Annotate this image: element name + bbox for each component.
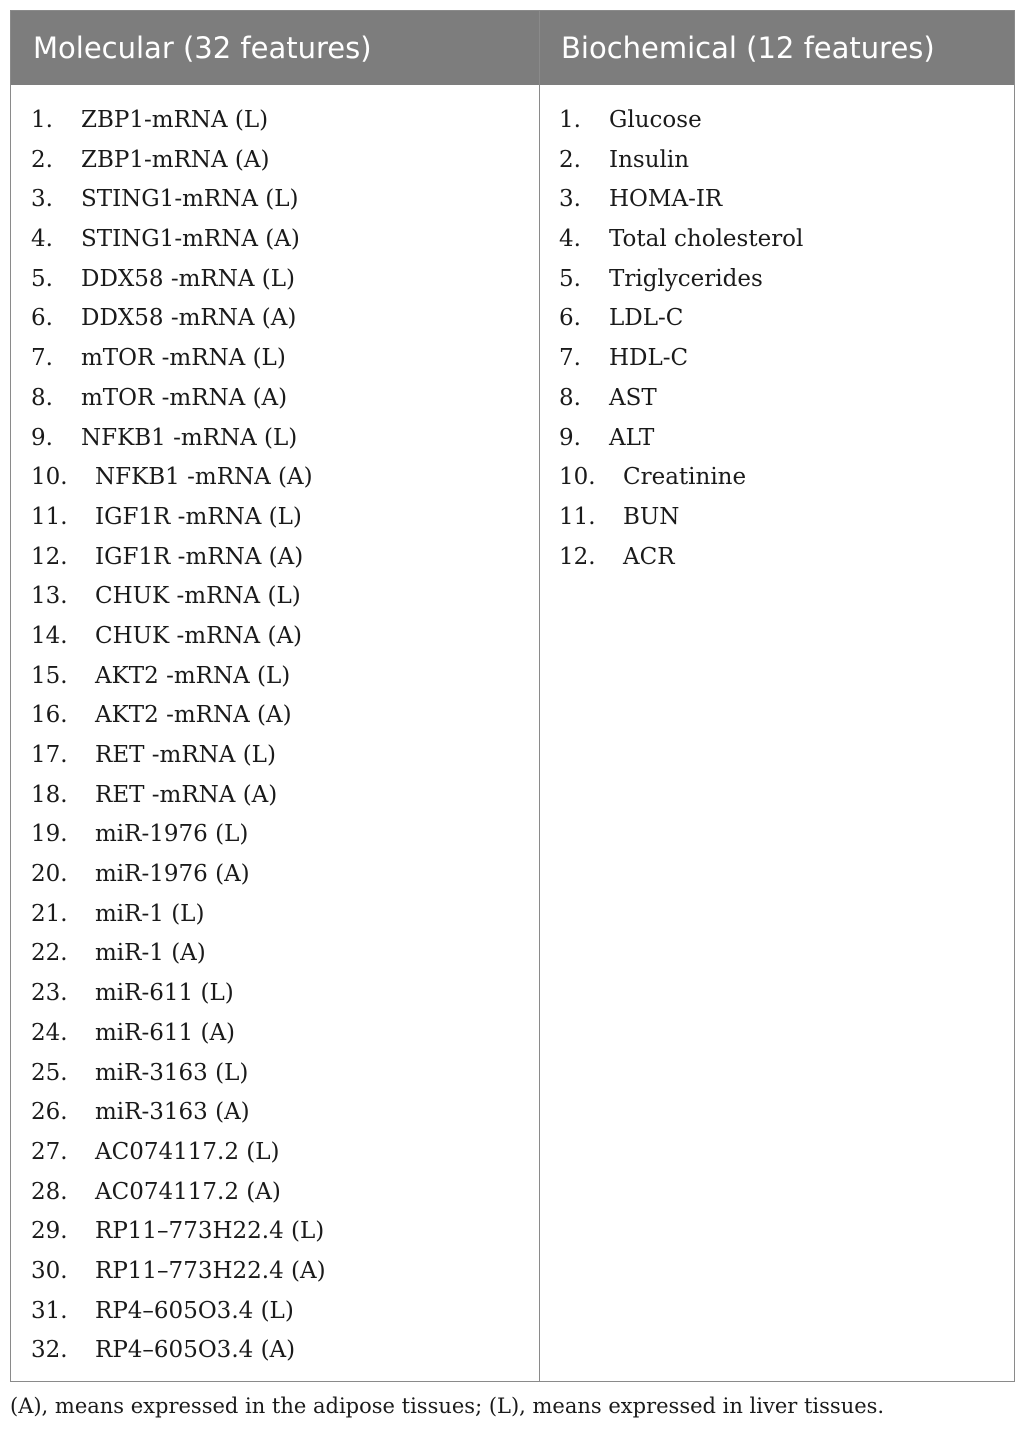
list-item-number: 12.	[559, 543, 596, 570]
list-item-number: 27.	[31, 1138, 68, 1165]
molecular-feature-item	[31, 379, 326, 419]
list-item-number: 28.	[31, 1178, 68, 1205]
molecular-feature-item	[31, 180, 326, 220]
list-item-label: ZBP1-mRNA (L)	[81, 107, 269, 133]
list-item-number: 3.	[31, 186, 53, 213]
biochemical-feature-item	[559, 180, 803, 220]
molecular-feature-item	[31, 577, 326, 617]
list-item-label: NFKB1 -mRNA (L)	[81, 424, 298, 451]
list-item-number: 18.	[31, 781, 68, 808]
list-item-number: 6.	[559, 305, 581, 332]
biochemical-feature-item	[559, 419, 803, 459]
molecular-feature-item	[31, 736, 326, 776]
molecular-feature-item	[31, 299, 326, 339]
list-item-number: 8.	[31, 384, 53, 411]
list-item-label: mTOR -mRNA (L)	[81, 345, 286, 372]
list-item-label: CHUK -mRNA (L)	[95, 583, 301, 610]
molecular-feature-item	[31, 339, 326, 379]
molecular-feature-item	[31, 934, 326, 974]
biochemical-feature-item	[559, 220, 803, 260]
list-item-number: 4.	[559, 226, 581, 253]
list-item-number: 8.	[559, 384, 581, 411]
molecular-feature-item	[31, 458, 326, 498]
list-item-number: 2.	[31, 146, 53, 173]
list-item-label: LDL-C	[609, 305, 684, 332]
biochemical-feature-list	[559, 101, 803, 577]
molecular-feature-item	[31, 1292, 326, 1332]
molecular-feature-item	[31, 1212, 326, 1252]
header-biochemical: Biochemical (12 features)	[561, 31, 935, 65]
molecular-feature-item	[31, 815, 326, 855]
list-item-label: miR-1 (L)	[95, 900, 205, 927]
list-item-number: 16.	[31, 702, 68, 729]
list-item-number: 25.	[31, 1059, 68, 1086]
biochemical-feature-item	[559, 101, 803, 141]
list-item-number: 13.	[31, 583, 68, 610]
list-item-number: 11.	[559, 503, 596, 530]
molecular-feature-item	[31, 776, 326, 816]
list-item-label: miR-611 (A)	[95, 1019, 236, 1046]
biochemical-feature-item	[559, 299, 803, 339]
table-footnote: (A), means expressed in the adipose tissues; (L), means expressed in liver tissues.	[10, 1394, 885, 1418]
list-item-number: 10.	[559, 464, 596, 491]
list-item-number: 26.	[31, 1099, 68, 1126]
list-item-number: 9.	[31, 424, 53, 451]
list-item-label: HOMA-IR	[609, 186, 723, 213]
list-item-number: 23.	[31, 980, 68, 1007]
list-item-number: 12.	[31, 543, 68, 570]
list-item-number: 20.	[31, 861, 68, 888]
list-item-label: HDL-C	[609, 345, 689, 372]
molecular-feature-item	[31, 538, 326, 578]
molecular-feature-item	[31, 696, 326, 736]
molecular-feature-item	[31, 101, 326, 141]
list-item-label: AKT2 -mRNA (A)	[95, 702, 292, 729]
list-item-number: 22.	[31, 940, 68, 967]
list-item-label: AC074117.2 (L)	[95, 1138, 280, 1165]
list-item-label: ACR	[623, 543, 675, 570]
list-item-label: miR-3163 (A)	[95, 1099, 250, 1126]
list-item-number: 5.	[31, 265, 53, 292]
biochemical-feature-item	[559, 458, 803, 498]
list-item-label: RP4–605O3.4 (L)	[95, 1297, 294, 1324]
molecular-feature-item	[31, 974, 326, 1014]
molecular-feature-item	[31, 1093, 326, 1133]
list-item-label: DDX58 -mRNA (L)	[81, 265, 295, 292]
list-item-number: 5.	[559, 265, 581, 292]
molecular-feature-item	[31, 617, 326, 657]
molecular-feature-item	[31, 1054, 326, 1094]
molecular-feature-item	[31, 1014, 326, 1054]
molecular-feature-item	[31, 419, 326, 459]
column-divider	[539, 11, 540, 1381]
molecular-feature-item	[31, 141, 326, 181]
table-header	[11, 11, 1014, 85]
list-item-label: AKT2 -mRNA (L)	[95, 662, 291, 689]
list-item-number: 24.	[31, 1019, 68, 1046]
header-molecular: Molecular (32 features)	[33, 31, 372, 65]
molecular-feature-item	[31, 895, 326, 935]
molecular-feature-item	[31, 855, 326, 895]
list-item-label: RET -mRNA (L)	[95, 742, 276, 768]
list-item-label: AST	[609, 384, 657, 411]
biochemical-feature-item	[559, 538, 803, 578]
list-item-number: 9.	[559, 424, 581, 451]
list-item-number: 17.	[31, 742, 68, 768]
list-item-label: miR-1976 (L)	[95, 821, 249, 848]
list-item-number: 1.	[559, 107, 581, 133]
list-item-number: 21.	[31, 900, 68, 927]
list-item-label: Insulin	[609, 146, 690, 173]
biochemical-feature-item	[559, 339, 803, 379]
list-item-number: 11.	[31, 503, 68, 530]
list-item-label: AC074117.2 (A)	[95, 1178, 281, 1205]
list-item-number: 14.	[31, 622, 68, 649]
list-item-number: 1.	[31, 107, 53, 133]
list-item-label: NFKB1 -mRNA (A)	[95, 464, 313, 491]
list-item-label: STING1-mRNA (A)	[81, 226, 300, 253]
list-item-label: STING1-mRNA (L)	[81, 186, 299, 213]
molecular-feature-item	[31, 657, 326, 697]
list-item-label: Glucose	[609, 107, 702, 133]
list-item-number: 15.	[31, 662, 68, 689]
list-item-number: 32.	[31, 1337, 68, 1364]
list-item-number: 7.	[559, 345, 581, 372]
list-item-number: 29.	[31, 1218, 68, 1245]
list-item-label: miR-1 (A)	[95, 940, 206, 967]
molecular-feature-list	[31, 101, 326, 1371]
molecular-feature-item	[31, 1331, 326, 1371]
molecular-feature-item	[31, 260, 326, 300]
features-table	[10, 10, 1015, 1382]
molecular-feature-item	[31, 498, 326, 538]
list-item-number: 7.	[31, 345, 53, 372]
list-item-label: RP4–605O3.4 (A)	[95, 1337, 296, 1364]
list-item-label: BUN	[623, 503, 680, 530]
list-item-label: RP11–773H22.4 (L)	[95, 1218, 325, 1245]
list-item-label: RET -mRNA (A)	[95, 781, 278, 808]
list-item-label: CHUK -mRNA (A)	[95, 622, 303, 649]
list-item-label: mTOR -mRNA (A)	[81, 384, 288, 411]
biochemical-feature-item	[559, 498, 803, 538]
list-item-number: 2.	[559, 146, 581, 173]
list-item-label: Triglycerides	[609, 265, 763, 292]
list-item-label: IGF1R -mRNA (L)	[95, 503, 302, 530]
list-item-number: 30.	[31, 1257, 68, 1284]
list-item-label: Total cholesterol	[609, 226, 804, 253]
list-item-number: 19.	[31, 821, 68, 848]
list-item-label: Creatinine	[623, 464, 747, 491]
list-item-label: DDX58 -mRNA (A)	[81, 305, 297, 332]
biochemical-feature-item	[559, 260, 803, 300]
list-item-label: RP11–773H22.4 (A)	[95, 1257, 326, 1284]
list-item-number: 10.	[31, 464, 68, 491]
molecular-feature-item	[31, 1173, 326, 1213]
molecular-feature-item	[31, 1133, 326, 1173]
list-item-number: 31.	[31, 1297, 68, 1324]
list-item-label: IGF1R -mRNA (A)	[95, 543, 304, 570]
list-item-number: 3.	[559, 186, 581, 213]
biochemical-feature-item	[559, 379, 803, 419]
list-item-label: miR-611 (L)	[95, 980, 234, 1007]
list-item-number: 6.	[31, 305, 53, 332]
list-item-number: 4.	[31, 226, 53, 253]
list-item-label: miR-3163 (L)	[95, 1059, 249, 1086]
biochemical-feature-item	[559, 141, 803, 181]
list-item-label: ALT	[609, 424, 655, 451]
list-item-label: miR-1976 (A)	[95, 861, 250, 888]
list-item-label: ZBP1-mRNA (A)	[81, 146, 270, 173]
molecular-feature-item	[31, 220, 326, 260]
molecular-feature-item	[31, 1252, 326, 1292]
